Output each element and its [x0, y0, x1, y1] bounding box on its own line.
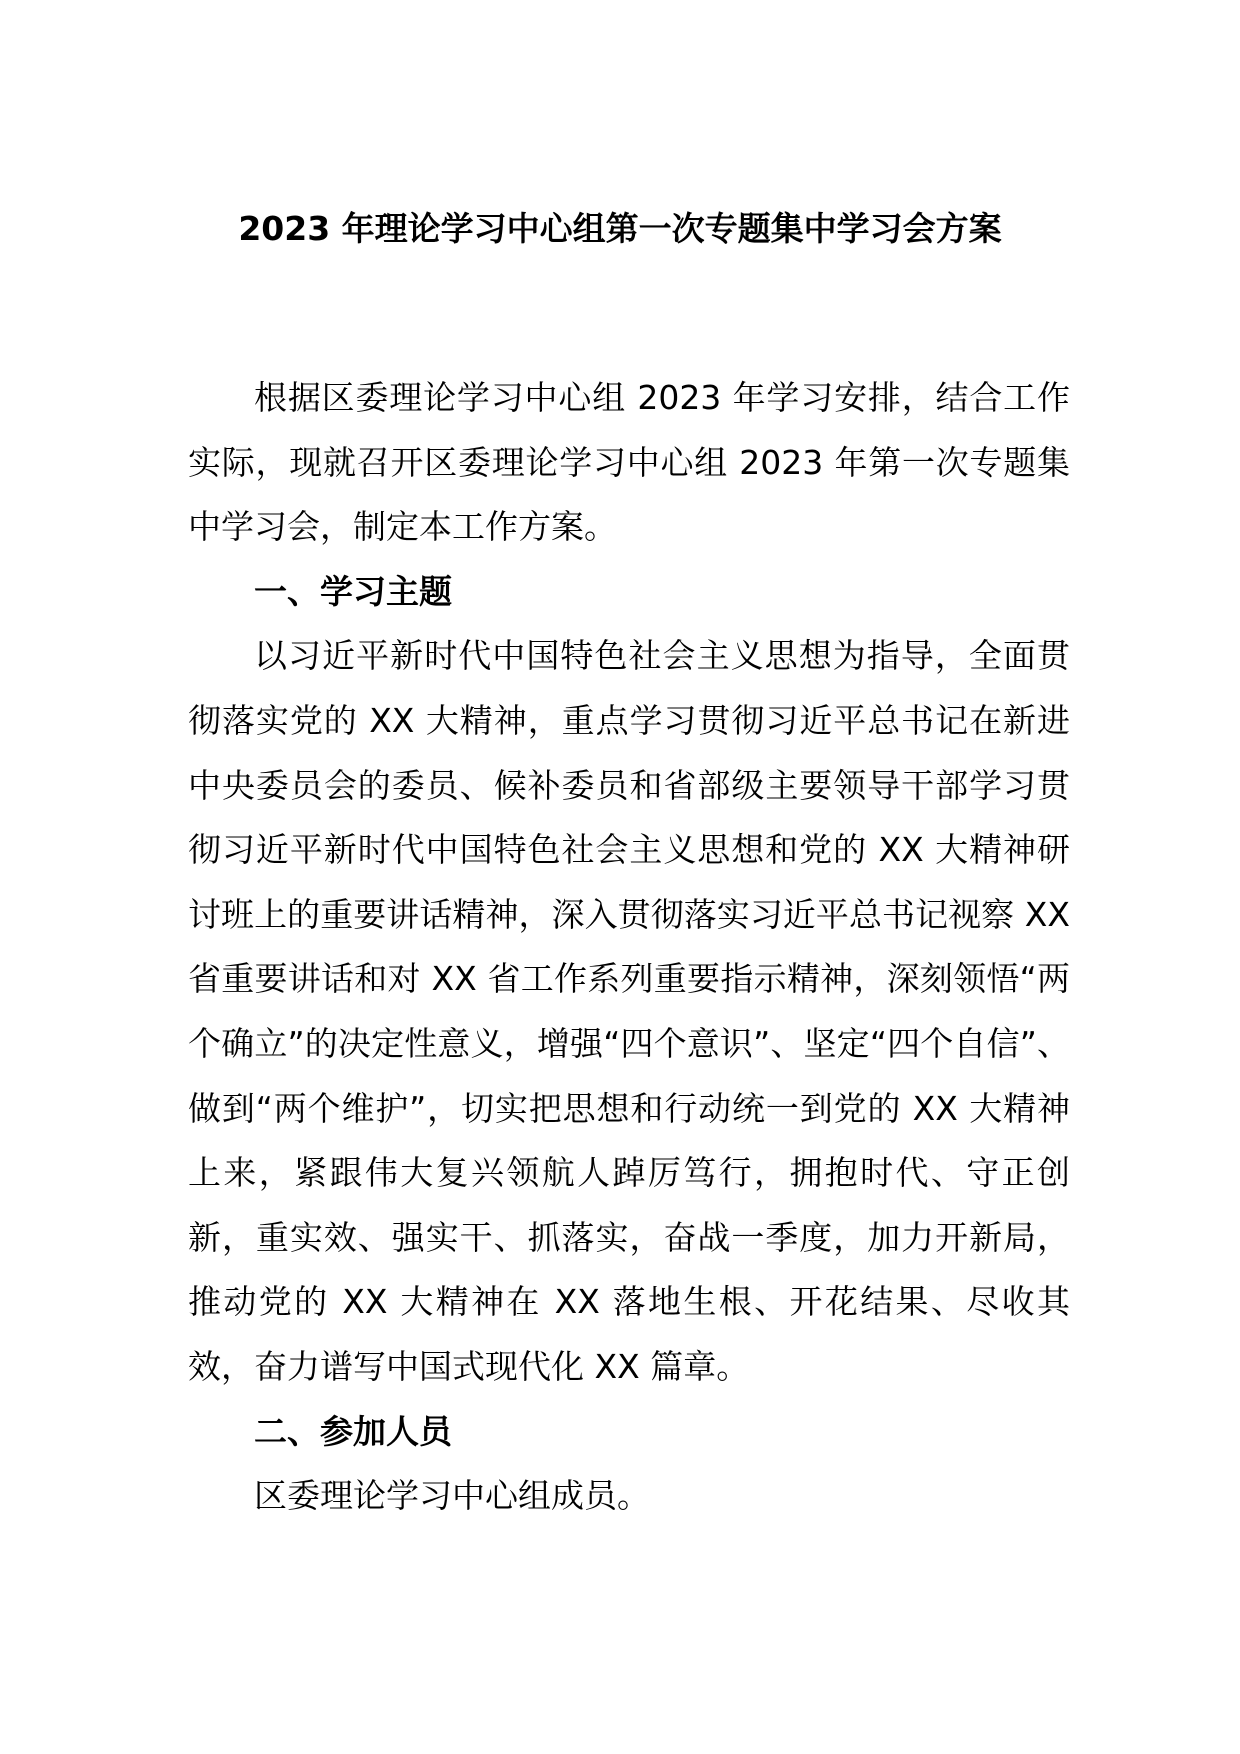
document-body	[188, 366, 1070, 1529]
section-heading-participants: 二、参加人员	[254, 1411, 452, 1451]
section-paragraph-study-theme: 以习近平新时代中国特色社会主义思想为指导，全面贯彻落实党的 XX 大精神，重点学习贯彻习近平总书记在新进中央委员会的委员、候补委员和省部级主要领导干部学习贯彻习近平新时代中国特色社会主义思想和党的 XX 大精神研讨班上的重要讲话精神，深入贯彻落实习近平总书记视察 XX 省重要讲话和对 XX 省工作系列重要指示精神，深刻领悟“两个确立”的决定性意义，增强“四个意识”、坚定“四个自信”、做到“两个维护”，切实把思想和行动统一到党的 XX 大精神上来，紧跟伟大复兴领航人踔厉笃行，拥抱时代、守正创新，重实效、强实干、抓落实，奋战一季度，加力开新局，推动党的 XX 大精神在 XX 落地生根、开花结果、尽收其效，奋力谱写中国式现代化 XX 篇章。	[188, 636, 1070, 1386]
document-title: 2023 年理论学习中心组第一次专题集中学习会方案	[238, 209, 1002, 248]
section-heading-study-theme: 一、学习主题	[254, 571, 452, 611]
section-paragraph-participants: 区委理论学习中心组成员。	[254, 1476, 650, 1516]
intro-paragraph: 根据区委理论学习中心组 2023 年学习安排，结合工作实际，现就召开区委理论学习中心组 2023 年第一次专题集中学习会，制定本工作方案。	[188, 378, 1070, 547]
